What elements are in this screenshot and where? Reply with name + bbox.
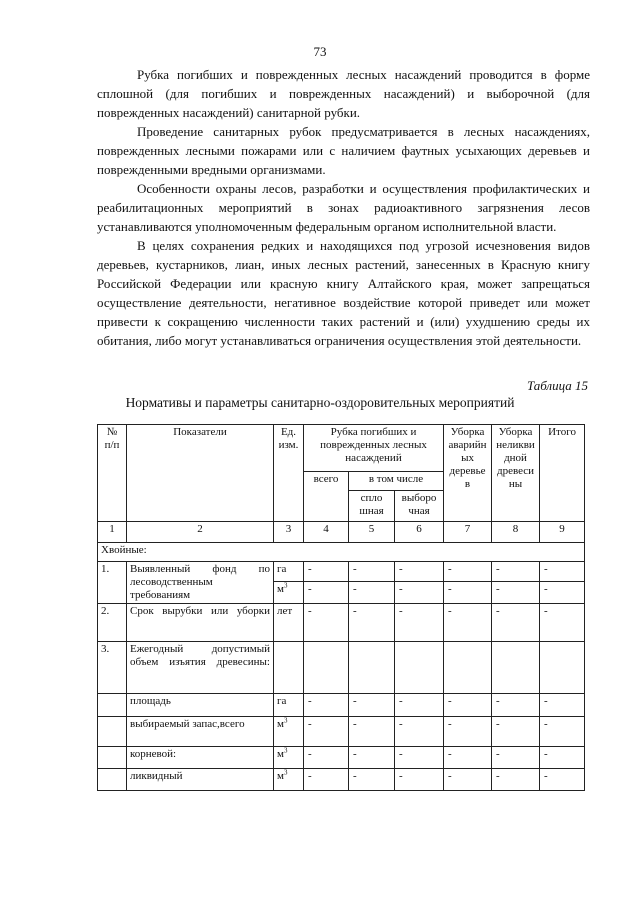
header-sum: Итого	[540, 425, 585, 522]
row-indicator: ликвидный	[127, 769, 274, 791]
row-value: -	[349, 747, 395, 769]
row-value: -	[304, 747, 349, 769]
row-value: -	[304, 582, 349, 604]
row-value: -	[304, 604, 349, 642]
row-value: -	[444, 747, 492, 769]
row-unit	[274, 642, 304, 694]
row-indicator: Ежегодный допустимый объем изъятия древесины:	[127, 642, 274, 694]
row-value: -	[395, 604, 444, 642]
header-num: № п/п	[98, 425, 127, 522]
row-value: -	[349, 694, 395, 717]
row-value	[444, 642, 492, 694]
row-num	[98, 747, 127, 769]
row-value: -	[304, 694, 349, 717]
table-row	[98, 694, 585, 717]
header-indicator: Показатели	[127, 425, 274, 522]
row-unit: га	[274, 694, 304, 717]
row-value: -	[395, 694, 444, 717]
row-num	[98, 717, 127, 747]
row-value: -	[492, 747, 540, 769]
header-felling: Рубка погибших и поврежденных лесных насаждений	[304, 425, 444, 472]
row-value: -	[540, 769, 585, 791]
header-total: всего	[304, 472, 349, 522]
column-number: 8	[492, 522, 540, 543]
row-value: -	[444, 769, 492, 791]
header-including: в том числе	[349, 472, 444, 491]
row-value: -	[349, 582, 395, 604]
row-value: -	[540, 747, 585, 769]
row-value: -	[349, 604, 395, 642]
row-value: -	[395, 562, 444, 582]
paragraph-4: В целях сохранения редких и находящихся под угрозой исчезновения видов деревьев, кустарников, лиан, иных лесных растений, занесенных в Красную книгу Российской Федерации или красную книгу Алтайского края, может запрещаться осуществление деятельности, негативное воздействие которой приведет или может привести к сокращению численности таких растений и (или) ухудшению среды их обитания, либо могут устанавливаться ограничения осуществления этой деятельности.	[97, 238, 590, 348]
paragraph-2: Проведение санитарных рубок предусматривается в лесных насаждениях, поврежденных лесными пожарами или с наличием фаутных усыхающих деревьев и поврежденными вредными организмами.	[97, 124, 590, 177]
row-value: -	[304, 562, 349, 582]
header-selective: выборо чная	[395, 491, 444, 522]
column-number-row	[98, 522, 585, 543]
row-value: -	[304, 717, 349, 747]
row-value: -	[395, 582, 444, 604]
row-num: 3.	[98, 642, 127, 694]
table-row	[98, 562, 585, 582]
row-value: -	[444, 582, 492, 604]
row-value: -	[540, 582, 585, 604]
row-value: -	[492, 604, 540, 642]
column-number: 9	[540, 522, 585, 543]
body-text	[97, 65, 590, 350]
row-unit: $м^3$	[274, 717, 304, 747]
header-emergency: Уборка аварийн ых деревье в	[444, 425, 492, 522]
row-value: -	[492, 562, 540, 582]
row-value: -	[540, 694, 585, 717]
paragraph-3: Особенности охраны лесов, разработки и осуществления профилактических и реабилитационных мероприятий в зонах радиоактивного загрязнения лесов устанавливаются уполномоченным федеральным органом исполнительной власти.	[97, 181, 590, 234]
table-row	[98, 717, 585, 747]
row-value: -	[304, 769, 349, 791]
row-value: -	[540, 604, 585, 642]
row-value	[304, 642, 349, 694]
row-indicator: корневой:	[127, 747, 274, 769]
table-row	[98, 747, 585, 769]
row-num	[98, 694, 127, 717]
column-number: 2	[127, 522, 274, 543]
column-number: 3	[274, 522, 304, 543]
table-row	[98, 769, 585, 791]
page-number: 73	[313, 44, 327, 59]
row-indicator: площадь	[127, 694, 274, 717]
column-number: 1	[98, 522, 127, 543]
norms-table	[97, 424, 585, 791]
table-label: Таблица 15	[526, 378, 588, 393]
row-indicator: Выявленный фонд по лесоводственным требованиям	[127, 562, 274, 604]
row-value	[492, 642, 540, 694]
row-value: -	[540, 717, 585, 747]
row-value: -	[492, 694, 540, 717]
row-value: -	[395, 717, 444, 747]
row-value: -	[492, 769, 540, 791]
row-value: -	[349, 562, 395, 582]
row-value: -	[395, 769, 444, 791]
table-row	[98, 604, 585, 642]
section-coniferous: Хвойные:	[98, 543, 585, 562]
row-unit: $м^3$	[274, 769, 304, 791]
column-number: 5	[349, 522, 395, 543]
paragraph-1: Рубка погибших и поврежденных лесных насаждений проводится в форме сплошной (для погибших и поврежденных насаждений) и выборочной (для поврежденных насаждений) санитарной рубки.	[97, 67, 590, 120]
row-value: -	[492, 717, 540, 747]
column-number: 7	[444, 522, 492, 543]
row-unit: га	[274, 562, 304, 582]
row-unit: $м^3$	[274, 582, 304, 604]
table-row	[98, 642, 585, 694]
header-illiquid: Уборка неликви дной древеси ны	[492, 425, 540, 522]
row-value	[349, 642, 395, 694]
row-value: -	[444, 604, 492, 642]
header-clear: спло шная	[349, 491, 395, 522]
row-value	[540, 642, 585, 694]
row-unit: лет	[274, 604, 304, 642]
table-title: Нормативы и параметры санитарно-оздоровительных мероприятий	[125, 395, 515, 410]
row-value: -	[444, 694, 492, 717]
row-value: -	[492, 582, 540, 604]
row-indicator: выбираемый запас,всего	[127, 717, 274, 747]
row-unit: $м^3$	[274, 747, 304, 769]
row-num	[98, 769, 127, 791]
row-indicator: Срок вырубки или уборки	[127, 604, 274, 642]
header-unit: Ед. изм.	[274, 425, 304, 522]
row-num: 2.	[98, 604, 127, 642]
column-number: 4	[304, 522, 349, 543]
row-value: -	[444, 562, 492, 582]
row-num: 1.	[98, 562, 127, 604]
row-value: -	[349, 769, 395, 791]
row-value: -	[444, 717, 492, 747]
row-value: -	[540, 562, 585, 582]
row-value: -	[349, 717, 395, 747]
row-value	[395, 642, 444, 694]
column-number: 6	[395, 522, 444, 543]
row-value: -	[395, 747, 444, 769]
